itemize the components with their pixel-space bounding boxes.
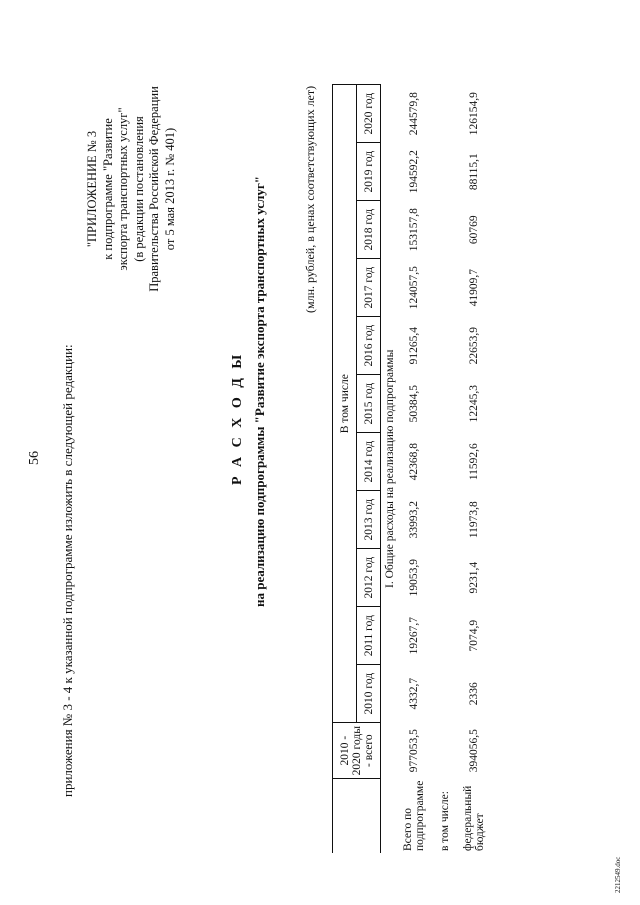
including-header: В том числе bbox=[333, 85, 357, 723]
table-cell: 9231,4 bbox=[468, 561, 480, 594]
appendix-line: (в редакции постановления bbox=[131, 116, 146, 262]
appendix-line: от 5 мая 2013 г. № 401) bbox=[162, 127, 177, 251]
intro-text: приложения № 3 - 4 к указанной подпрограмме изложить в следующей редакции: bbox=[60, 344, 75, 797]
table-row bbox=[459, 85, 489, 853]
year-header: 2012 год bbox=[357, 549, 381, 607]
appendix-line: "ПРИЛОЖЕНИЕ № 3 bbox=[85, 130, 99, 248]
table-cell: 88115,1 bbox=[468, 153, 480, 191]
appendix-line: экспорта транспортных услуг" bbox=[116, 107, 130, 271]
table-cell: 2336 bbox=[468, 682, 480, 706]
section-title: I. Общие расходы на реализацию подпрограммы bbox=[384, 349, 396, 588]
expenses-table bbox=[332, 84, 489, 853]
table-cell: 244579,8 bbox=[408, 92, 420, 136]
row-label: Всего по подпрограмме bbox=[402, 780, 426, 851]
table-cell: 11973,8 bbox=[468, 501, 480, 539]
year-header: 2016 год bbox=[357, 317, 381, 375]
year-header: 2017 год bbox=[357, 259, 381, 317]
year-header: 2010 год bbox=[357, 665, 381, 723]
total-header: 2010 - 2020 годы - всего bbox=[333, 723, 381, 779]
label-header-cell bbox=[333, 779, 381, 853]
year-header: 2020 год bbox=[357, 85, 381, 143]
table-cell: 60769 bbox=[468, 215, 480, 245]
year-header: 2014 год bbox=[357, 433, 381, 491]
table-cell: 4332,7 bbox=[408, 677, 420, 710]
section-row bbox=[381, 85, 400, 853]
table-cell: 33993,2 bbox=[408, 501, 420, 539]
table-cell: 91265,4 bbox=[408, 327, 420, 365]
appendix-line: к подпрограмме "Развитие bbox=[100, 118, 115, 260]
table-cell: 42368,8 bbox=[408, 443, 420, 481]
units-note: (млн. рублей, в ценах соответствующих лет) bbox=[303, 85, 317, 313]
table-cell: 41909,7 bbox=[468, 269, 480, 307]
table-cell: 394056,5 bbox=[468, 729, 480, 773]
table-cell: 977053,5 bbox=[408, 729, 420, 773]
table-header-row bbox=[333, 85, 357, 853]
year-header: 2013 год bbox=[357, 491, 381, 549]
table-row bbox=[399, 85, 429, 853]
year-header: 2019 год bbox=[357, 143, 381, 201]
appendix-header bbox=[85, 69, 178, 309]
year-header: 2018 год bbox=[357, 201, 381, 259]
row-label: в том числе: bbox=[439, 791, 451, 851]
table-cell: 12245,3 bbox=[468, 385, 480, 423]
row-label: федеральный бюджет bbox=[462, 785, 486, 851]
table-cell: 50384,5 bbox=[408, 385, 420, 423]
year-header: 2011 год bbox=[357, 607, 381, 665]
page-number: 56 bbox=[27, 451, 42, 465]
table-cell: 7074,9 bbox=[468, 619, 480, 652]
table-cell: 22653,9 bbox=[468, 327, 480, 365]
year-header: 2015 год bbox=[357, 375, 381, 433]
table-cell: 124057,5 bbox=[408, 266, 420, 310]
table-cell: 19053,9 bbox=[408, 559, 420, 597]
table-cell: 19267,7 bbox=[408, 617, 420, 655]
table-row bbox=[429, 85, 459, 853]
appendix-line: Правительства Российской Федерации bbox=[147, 86, 161, 292]
table-cell: 11592,6 bbox=[468, 443, 480, 481]
footer-doc-code: 2212549.doc bbox=[614, 856, 622, 893]
document-title: Р А С Х О Д Ы bbox=[230, 351, 245, 485]
table-cell: 126154,9 bbox=[468, 92, 480, 136]
document-subtitle: на реализацию подпрограммы "Развитие экспорта транспортных услуг" bbox=[252, 175, 267, 607]
table-cell: 194592,2 bbox=[408, 150, 420, 194]
table-cell: 153157,8 bbox=[408, 208, 420, 252]
